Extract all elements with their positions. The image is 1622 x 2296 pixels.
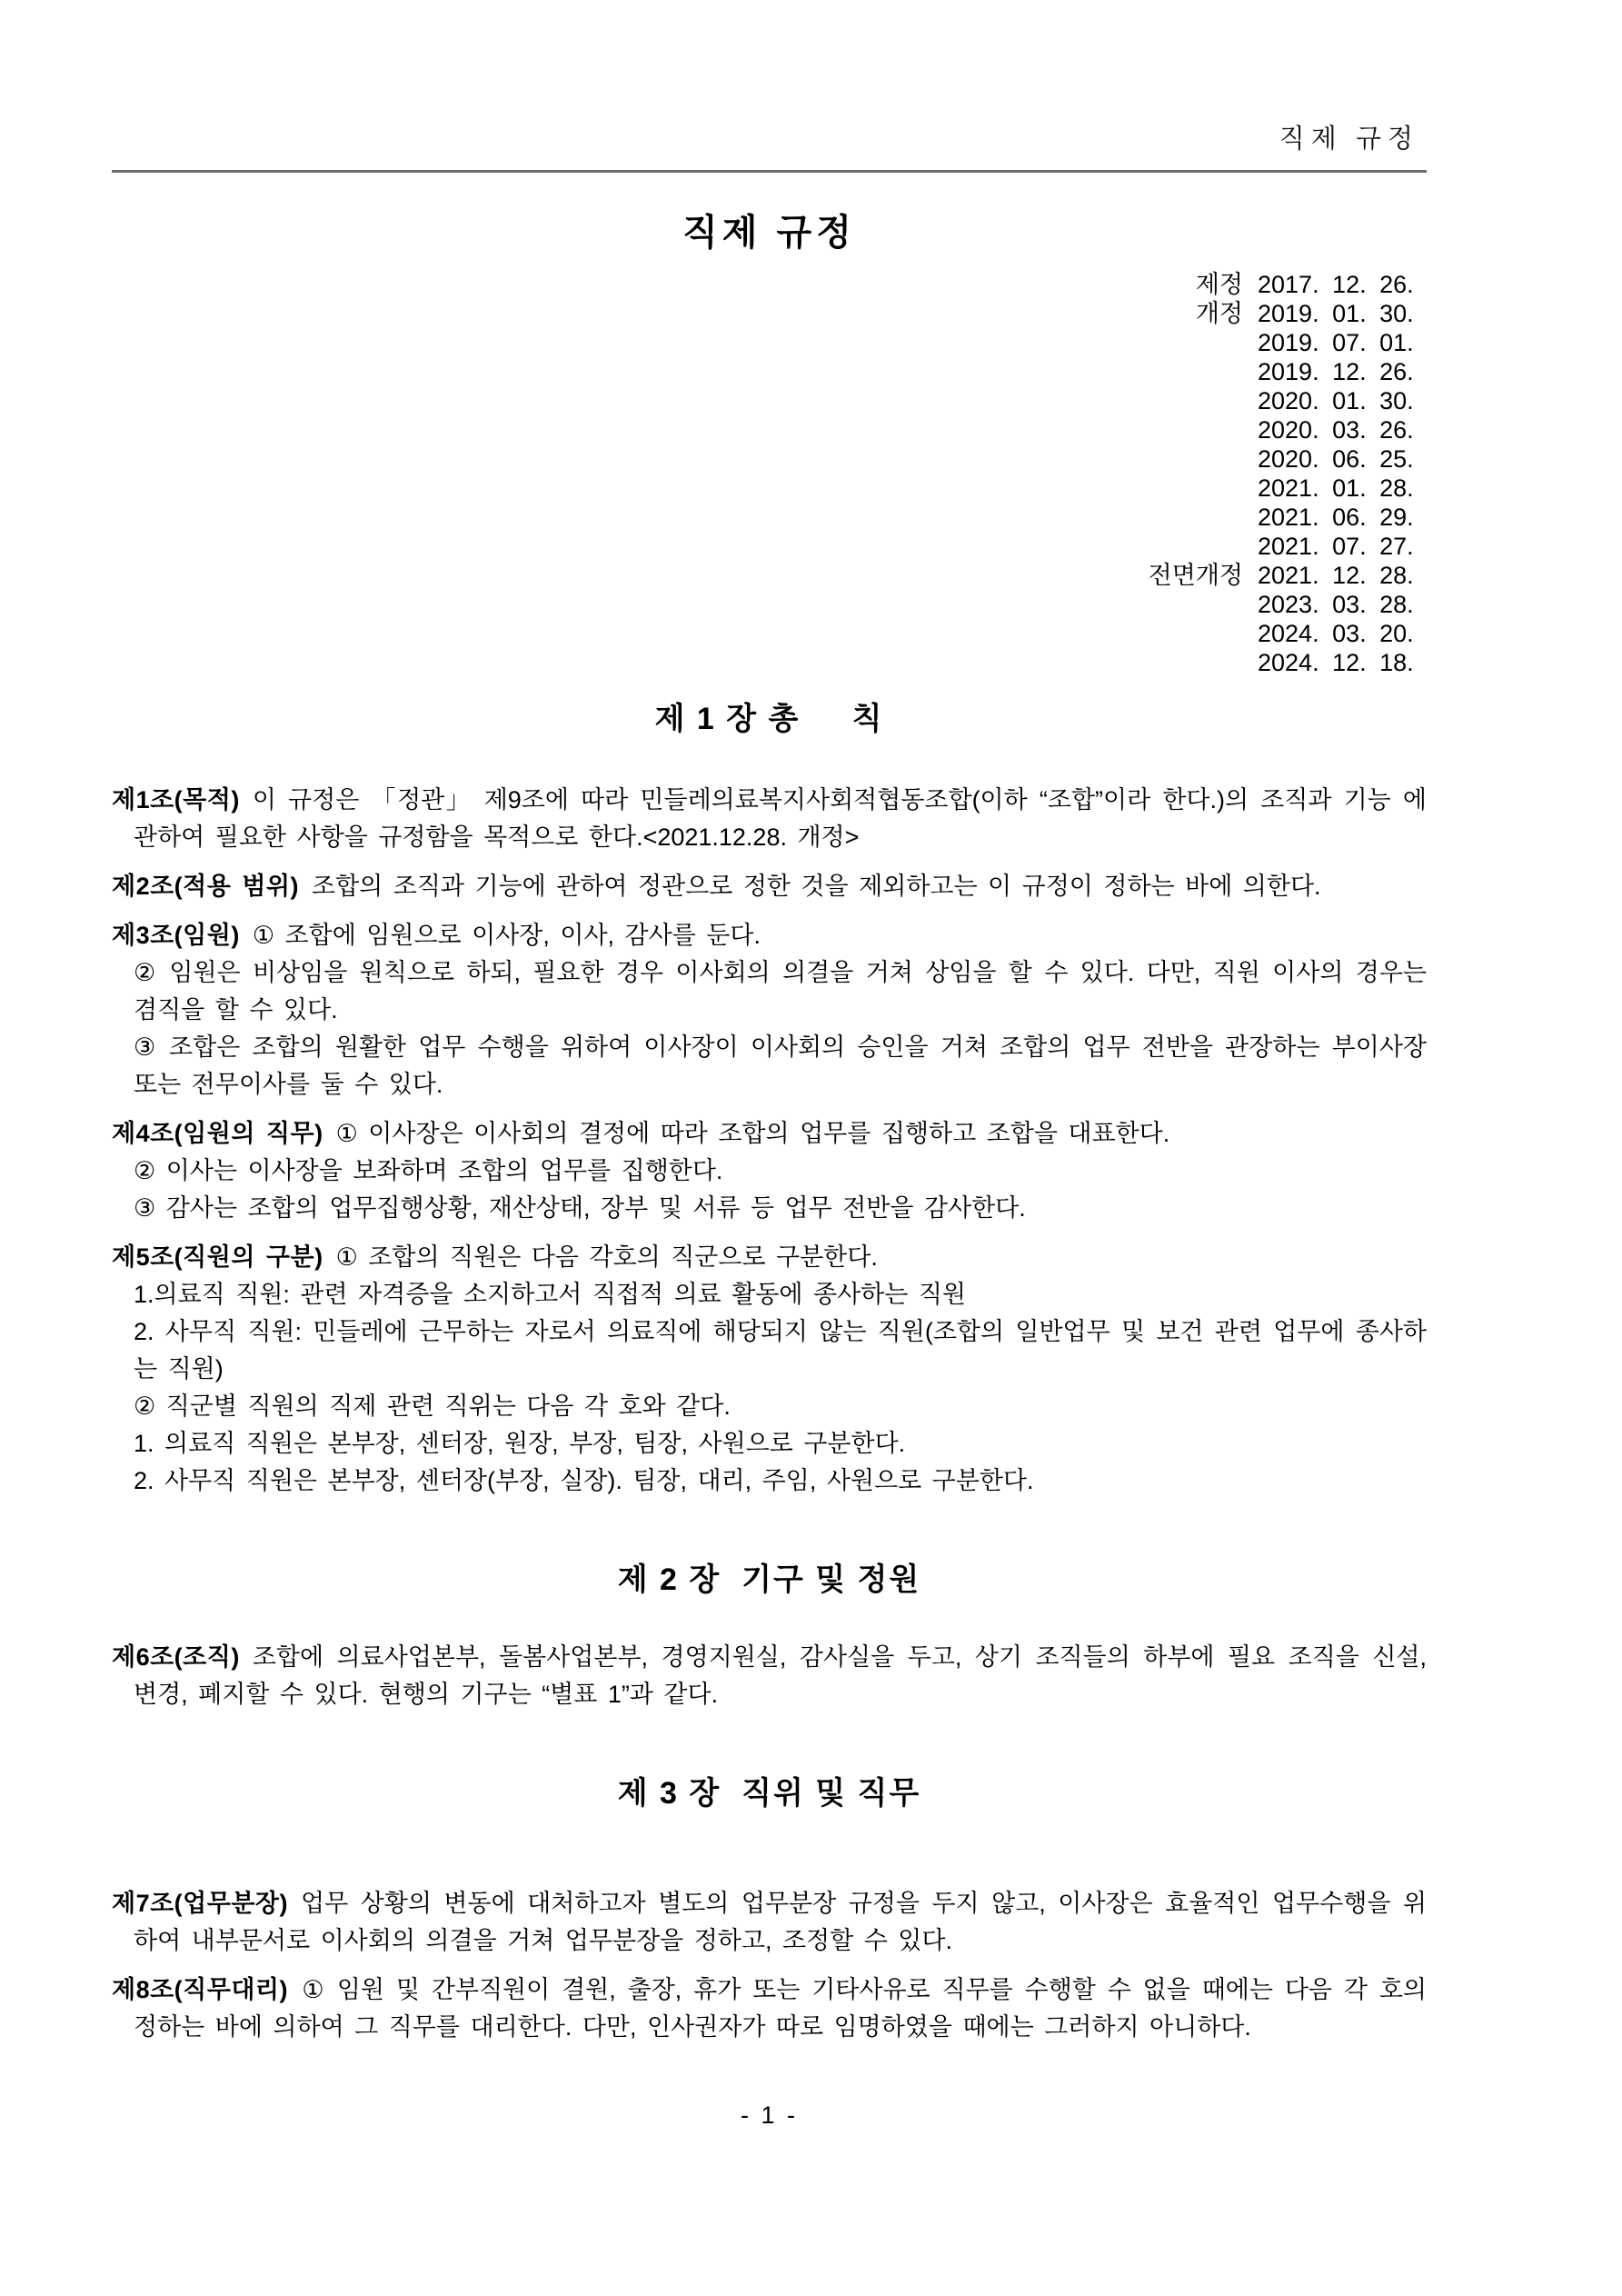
- revision-date: 2024. 12. 18.: [1258, 649, 1414, 676]
- revision-label: [1089, 386, 1258, 415]
- revision-label: 개정: [1195, 300, 1243, 327]
- revision-label: [1089, 474, 1258, 503]
- revision-date: 2019. 01. 30.: [1258, 300, 1414, 327]
- revision-row: [112, 357, 1427, 386]
- article-text: ① 이사장은 이사회의 결정에 따라 조합의 업무를 집행하고 조합을 대표한다.: [335, 1120, 1170, 1147]
- revision-history: [112, 270, 1427, 677]
- revision-date: 2021. 12. 28.: [1258, 562, 1414, 589]
- revision-label: 전면개정: [1148, 562, 1243, 589]
- revision-date: 2020. 03. 26.: [1258, 416, 1414, 444]
- revision-row: [112, 328, 1427, 357]
- revision-date: 2023. 03. 28.: [1258, 591, 1414, 618]
- article-5-item: 1.의료직 직원: 관련 자격증을 소지하고서 직접적 의료 활동에 종사하는 직원: [134, 1281, 966, 1308]
- document-title: 직제 규정: [682, 213, 856, 253]
- article-5-item: ② 직군별 직원의 직제 관련 직위는 다음 각 호와 같다.: [134, 1393, 731, 1420]
- chapter-1: [112, 694, 1427, 1500]
- article-number: 제7조(업무분장): [112, 1890, 288, 1917]
- article-text: 이 규정은 「정관」 제9조에 따라 민들레의료복지사회적협동조합(이하 “조합”이라 한다.)의 조직과 기능 에 관하여 필요한 사항을 규정함을 목적으로 한다.<2021.12.28. 개정>: [134, 786, 1427, 851]
- revision-date: 2020. 06. 25.: [1258, 445, 1414, 473]
- article-text: ① 조합의 직원은 다음 각호의 직군으로 구분한다.: [335, 1243, 878, 1271]
- article-number: 제5조(직원의 구분): [112, 1243, 323, 1271]
- running-header: 직제 규정: [1279, 125, 1419, 154]
- article-5-item: 2. 사무직 직원: 민들레에 근무하는 자로서 의료직에 해당되지 않는 직원(조합의 일반업무 및 보건 관련 업무에 종사하는 직원): [134, 1318, 1427, 1383]
- page-content: [112, 0, 1427, 2046]
- article-number: 제6조(조직): [112, 1643, 240, 1671]
- article-text: 조합에 의료사업본부, 돌봄사업본부, 경영지원실, 감사실을 두고, 상기 조직들의 하부에 필요 조직을 신설, 변경, 폐지할 수 있다. 현행의 기구는 “별표 1”과 같다.: [134, 1643, 1427, 1708]
- article-number: 제1조(목적): [112, 786, 240, 814]
- article-1: [112, 782, 1427, 856]
- header-rule: [112, 170, 1427, 173]
- revision-label: [1089, 503, 1258, 532]
- article-text: 조합의 조직과 기능에 관하여 정관으로 정한 것을 제외하고는 이 규정이 정하는 바에 의한다.: [312, 873, 1321, 900]
- revision-label: 제정: [1195, 271, 1243, 298]
- chapter-heading: 제 1 장 총 칙: [654, 702, 884, 736]
- chapter-heading: 제 2 장 기구 및 정원: [617, 1562, 921, 1597]
- article-7: [112, 1885, 1427, 1960]
- article-4-item: ③ 감사는 조합의 업무집행상황, 재산상태, 장부 및 서류 등 업무 전반을 감사한다.: [134, 1194, 1026, 1222]
- article-3: [112, 917, 1427, 954]
- revision-date: 2021. 06. 29.: [1258, 504, 1414, 531]
- revision-label: [1089, 328, 1258, 357]
- revision-date: 2021. 07. 27.: [1258, 533, 1414, 560]
- revision-date: 2019. 12. 26.: [1258, 358, 1414, 385]
- revision-row: [112, 619, 1427, 648]
- revision-row: [112, 648, 1427, 677]
- revision-label: [1089, 648, 1258, 677]
- article-4: [112, 1115, 1427, 1153]
- revision-label: [1089, 619, 1258, 648]
- revision-date: 2020. 01. 30.: [1258, 387, 1414, 414]
- article-5-item: 1. 의료직 직원은 본부장, 센터장, 원장, 부장, 팀장, 사원으로 구분한다.: [134, 1430, 906, 1457]
- article-number: 제3조(임원): [112, 922, 240, 949]
- article-number: 제2조(적용 범위): [112, 873, 299, 900]
- revision-row: [112, 503, 1427, 532]
- revision-row: [112, 444, 1427, 474]
- chapter-2: [112, 1554, 1427, 1713]
- article-2: [112, 868, 1427, 905]
- article-5: [112, 1239, 1427, 1276]
- revision-row: [112, 474, 1427, 503]
- revision-row: [112, 270, 1427, 299]
- article-3-item: ③ 조합은 조합의 원활한 업무 수행을 위하여 이사장이 이사회의 승인을 거쳐 조합의 업무 전반을 관장하는 부이사장 또는 전무이사를 둘 수 있다.: [134, 1033, 1427, 1098]
- article-text: 업무 상황의 변동에 대처하고자 별도의 업무분장 규정을 두지 않고, 이사장은 효율적인 업무수행을 위하여 내부문서로 이사회의 의결을 거쳐 업무분장을 정하고, 조정할 수 있다.: [134, 1890, 1427, 1954]
- chapter-3: [112, 1768, 1427, 2046]
- page-number: - 1 -: [740, 2101, 798, 2129]
- revision-row: [112, 590, 1427, 619]
- revision-row: [112, 415, 1427, 444]
- article-8: [112, 1972, 1427, 2046]
- article-number: 제4조(임원의 직무): [112, 1120, 323, 1147]
- revision-label: [1089, 532, 1258, 561]
- article-3-item: ② 임원은 비상임을 원칙으로 하되, 필요한 경우 이사회의 의결을 거쳐 상임을 할 수 있다. 다만, 직원 이사의 경우는 겸직을 할 수 있다.: [134, 959, 1427, 1023]
- article-5-item: 2. 사무직 직원은 본부장, 센터장(부장, 실장). 팀장, 대리, 주임, 사원으로 구분한다.: [134, 1467, 1034, 1494]
- revision-label: [1089, 415, 1258, 444]
- article-text: ① 임원 및 간부직원이 결원, 출장, 휴가 또는 기타사유로 직무를 수행할 수 없을 때에는 다음 각 호의 정하는 바에 의하여 그 직무를 대리한다. 다만, 인사권자가 따로 임명하였을 때에는 그러하지 아니하다.: [134, 1976, 1427, 2041]
- revision-label: [1089, 590, 1258, 619]
- article-4-item: ② 이사는 이사장을 보좌하며 조합의 업무를 집행한다.: [134, 1157, 723, 1184]
- revision-date: 2024. 03. 20.: [1258, 620, 1414, 647]
- revision-date: 2019. 07. 01.: [1258, 329, 1414, 356]
- revision-label: [1089, 357, 1258, 386]
- revision-row: [112, 532, 1427, 561]
- article-number: 제8조(직무대리): [112, 1976, 288, 2003]
- article-text: ① 조합에 임원으로 이사장, 이사, 감사를 둔다.: [252, 922, 761, 949]
- revision-date: 2021. 01. 28.: [1258, 474, 1414, 502]
- revision-row: [112, 386, 1427, 415]
- article-6: [112, 1639, 1427, 1713]
- revision-row: [112, 561, 1427, 590]
- revision-row: [112, 299, 1427, 328]
- revision-date: 2017. 12. 26.: [1258, 271, 1414, 298]
- revision-label: [1089, 444, 1258, 474]
- chapter-heading: 제 3 장 직위 및 직무: [617, 1776, 921, 1811]
